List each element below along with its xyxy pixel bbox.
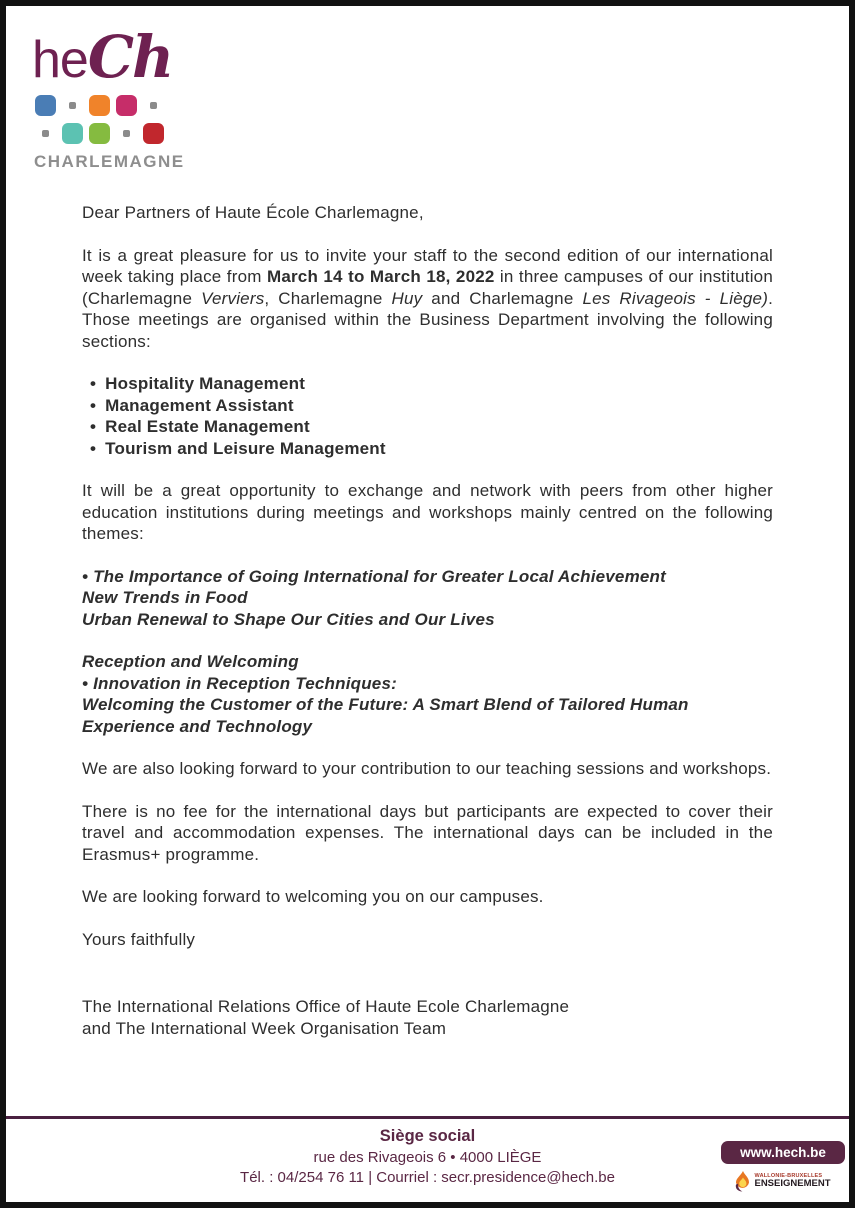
paragraph-fees: There is no fee for the international days but participants are expected to cover their travel and accommodation expenses. The international days can be included in the Erasmus+ programme. [82, 801, 773, 864]
paragraph-contribution: We are also looking forward to your contribution to our teaching sessions and workshops. [82, 759, 772, 778]
flame-icon [735, 1171, 750, 1192]
logo-grid-cell [61, 94, 83, 116]
themes-group-1 [82, 566, 773, 631]
signature-block [82, 996, 773, 1039]
wbe-enseignement-label: ENSEIGNEMENT [754, 1178, 831, 1190]
text-segment: Huy [391, 288, 423, 308]
logo-square [116, 95, 137, 116]
wordmark-ch: Ch [87, 23, 173, 91]
institution-name: CHARLEMAGNE [34, 152, 185, 171]
text-segment: Verviers [201, 288, 265, 308]
hech-logo [32, 23, 849, 172]
section-list-item: • Real Estate Management [90, 416, 773, 438]
logo-grid-cell [142, 94, 164, 116]
text-segment: . Those meetings are organised within the Business Department involving the following sections: [82, 288, 774, 351]
sections-list [82, 373, 773, 459]
logo-dot [42, 130, 49, 137]
theme-line: • Innovation in Reception Techniques: [82, 673, 397, 693]
section-list-item: • Management Assistant [90, 395, 773, 417]
logo-grid-cell [115, 94, 137, 116]
logo-grid-cell [34, 122, 56, 144]
logo-square [35, 95, 56, 116]
wordmark-he: he [32, 31, 88, 89]
theme-line: • The Importance of Going International for Greater Local Achievement [82, 566, 666, 586]
text-segment: It is a great pleasure for us to invite your staff to the second edition of our international week taking place from [82, 245, 773, 286]
logo-dot [123, 130, 130, 137]
wbe-region-label: WALLONIE-BRUXELLES [754, 1172, 823, 1179]
theme-line: New Trends in Food [82, 588, 248, 607]
wbe-text [754, 1174, 830, 1190]
text-segment: and Charlemagne [422, 288, 583, 308]
logo-square [89, 95, 110, 116]
hech-wordmark [32, 23, 849, 91]
paragraph-welcome: We are looking forward to welcoming you on our campuses. [82, 887, 544, 906]
theme-line: Urban Renewal to Shape Our Cities and Our Lives [82, 609, 495, 629]
signature-line-2: and The International Week Organisation Team [82, 1018, 447, 1038]
website-badge: www.hech.be [721, 1141, 845, 1164]
salutation: Dear Partners of Haute École Charlemagne, [82, 203, 424, 222]
footer-contact: Tél. : 04/254 76 11 | Courriel : secr.presidence@hech.be [240, 1169, 615, 1186]
letter-footer [6, 1116, 849, 1202]
logo-grid-cell [61, 122, 83, 144]
logo-square [62, 123, 83, 144]
logo-grid-cell [142, 122, 164, 144]
text-segment: , Charlemagne [264, 288, 392, 308]
footer-address: rue des Rivageois 6 • 4000 LIÈGE [313, 1149, 542, 1166]
section-list-item: • Tourism and Leisure Management [90, 438, 773, 460]
paragraph-opportunity: It will be a great opportunity to exchange and network with peers from other higher education institutions during meetings and workshops mainly centred on the following themes: [82, 481, 773, 543]
logo-grid-cell [115, 122, 137, 144]
paragraph-invitation [82, 245, 773, 353]
closing: Yours faithfully [82, 929, 196, 949]
signature-line-1: The International Relations Office of Haute Ecole Charlemagne [82, 997, 570, 1016]
logo-grid-cell [34, 94, 56, 116]
text-segment: March 14 to March 18, 2022 [266, 267, 495, 286]
theme-line: Welcoming the Customer of the Future: A Smart Blend of Tailored Human Experience and Technology [82, 695, 689, 736]
text-segment: in three campuses of our institution (Charlemagne [82, 267, 773, 308]
theme-line: Reception and Welcoming [82, 652, 299, 671]
logo-grid-cell [88, 94, 110, 116]
text-segment: Les Rivageois - Liège) [582, 288, 769, 308]
logo-square [89, 123, 110, 144]
footer-title: Siège social [379, 1127, 476, 1145]
logo-color-grid [34, 94, 849, 144]
logo-grid-cell [88, 122, 110, 144]
logo-dot [69, 102, 76, 109]
logo-square [143, 123, 164, 144]
wbe-logo [721, 1171, 845, 1192]
logo-dot [150, 102, 157, 109]
themes-group-2 [82, 651, 773, 737]
section-list-item: • Hospitality Management [90, 373, 773, 395]
letter-body [82, 202, 773, 1039]
footer-right-block [721, 1141, 845, 1192]
